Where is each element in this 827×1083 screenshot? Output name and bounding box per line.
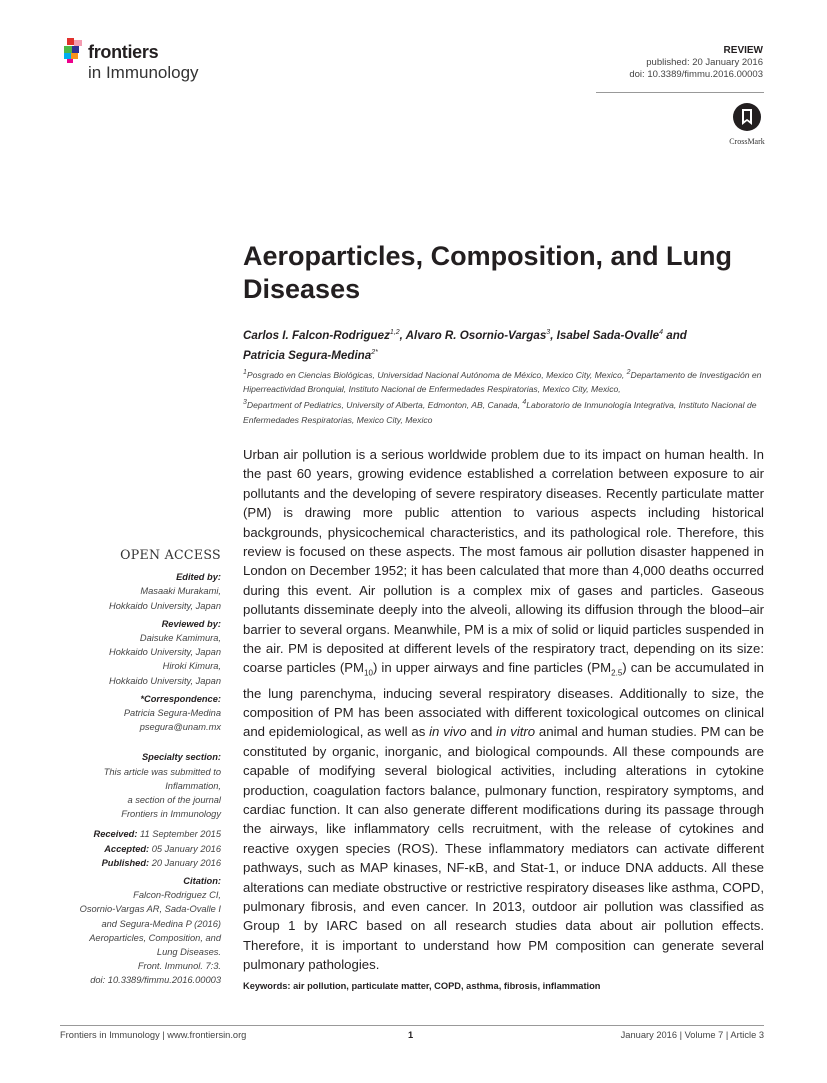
journal-name-line2: in Immunology — [88, 63, 199, 82]
crossmark-badge[interactable] — [722, 102, 772, 146]
editor-name: Masaaki Murakami, — [140, 586, 221, 597]
citation-text: Front. Immunol. 7:3. — [137, 961, 221, 972]
specialty-text: a section of the journal — [127, 795, 221, 806]
author[interactable]: Isabel Sada-Ovalle$^4$ — [556, 328, 664, 342]
accepted-date: Accepted: 05 January 2016 — [104, 843, 221, 854]
article-title: Aeroparticles, Composition, and Lung Diseases — [243, 241, 733, 304]
specialty-label: Specialty section: — [141, 752, 221, 763]
affiliation: Department of Pediatrics, University of Alberta, Edmonton, AB, Canada, — [246, 400, 523, 411]
citation-label: Citation: — [183, 876, 221, 887]
journal-name-line1: frontiers — [88, 42, 159, 62]
citation-text: and Segura-Medina P (2016) — [101, 918, 221, 929]
received-date: Received: 11 September 2015 — [93, 829, 221, 840]
author[interactable]: Alvaro R. Osornio-Vargas$^3$ — [405, 328, 551, 342]
reviewer-affiliation: Hokkaido University, Japan — [109, 647, 221, 658]
affiliation: Departamento de Investigación en Hiperreactividad Bronquial, Instituto Nacional de Enfermedades Respiratorias, Mexico City, Mexico, — [243, 369, 762, 395]
specialty-text: This article was submitted to — [103, 766, 221, 777]
affiliations: $^1$Posgrado en Ciencias Biológicas, Universidad Nacional Autónoma de México, Mexico City, Mexico, $^2$Departamento de Investigación en Hiperreactividad Bronquial, Instituto Nacional de Enfermedades Respiratorias, Mexico City, Mexico, $^3$Department of Pediatrics, University of Alberta, Edmonton, AB, Canada, $^4$Laboratorio de Inmunología Integrativa, Instituto Nacional de Enfermedades Respiratorias, Mexico City, Mexico — [243, 369, 762, 425]
citation-text: Aeroparticles, Composition, and — [89, 932, 221, 943]
citation-text: Lung Diseases. — [156, 947, 221, 958]
edited-by-label: Edited by: — [176, 572, 221, 583]
specialty-text: Frontiers in Immunology — [121, 809, 221, 820]
article-header — [629, 45, 763, 81]
correspondence-label: *Correspondence: — [140, 693, 221, 704]
crossmark-label: CrossMark — [729, 137, 765, 146]
crossmark-icon — [732, 102, 762, 132]
abstract: Urban air pollution is a serious worldwide problem due to its impact on human health. In the past 60 years, growing evidence established a correlation between exposure to air pollutants and the developing of severe respiratory diseases. Recently particulate matter (PM) is drawing more public attention to various aspects including historical backgrounds, physicochemical characteristics, and its pathological role. Therefore, this review is focused on these aspects. The most famous air pollution disaster happened in London on December 1952; it has been calculated that more than 4,000 deaths occurred during this event. Air pollution is a complex mix of gases and particles. Gaseous pollutants disseminate deeply into the alveoli, allowing its diffusion through the blood–air barrier to several organs. Meanwhile, PM is a mix of solid or liquid particles suspended in the air. PM is deposited at different levels of the respiratory tract, depending on its size: coarse particles $(PM_{10})$ in upper airways and fine particles $(PM_{2.5})$ can be accumulated in the lung parenchyma, inducing several respiratory diseases. Additionally to size, the composition of PM has been associated with different toxicological outcomes on clinical and epidemiological, as well as in vivo and in vitro animal and human studies. PM can be constituted by organic, inorganic, and biological compounds. All these compounds are capable of modifying several biological activities, including alterations in cytokine production, coagulation factors balance, pulmonary function, respiratory symptoms, and cardiac function. It can also generate different modifications during its passage through the airways, like inflammatory cells recruitment, with the release of cytokines and reactive oxygen species (ROS). These inflammatory mediators can activate different pathways, such as MAP kinases, NF-κB, and Stat-1, or induce DNA adducts. All these alterations can mediate obstructive or restrictive respiratory diseases like asthma, COPD, pulmonary fibrosis, and even cancer. In 2013, outdoor air pollution was classified as Group 1 by IARC based on all research studies data about air pollution effects. Therefore, it is important to understand how PM composition can generate several pulmonary pathologies. — [243, 447, 764, 973]
specialty-text: Inflammation, — [165, 780, 221, 791]
reviewed-by-label: Reviewed by: — [161, 618, 221, 629]
footer-issue-info: January 2016 | Volume 7 | Article 3 — [620, 1030, 764, 1040]
keywords: Keywords: air pollution, particulate matter, COPD, asthma, fibrosis, inflammation — [243, 981, 601, 991]
correspondence-email[interactable]: psegura@unam.mx — [139, 722, 221, 733]
published-date: published: 20 January 2016 — [646, 57, 763, 68]
author-list: Carlos I. Falcon-Rodriguez$^{1,2}$, Alvaro R. Osornio-Vargas$^3$, Isabel Sada-Ovalle$^4$ and Patricia Segura-Medina$^{2*}$ — [243, 328, 687, 362]
page-number: 1 — [408, 1030, 414, 1040]
affiliation: Posgrado en Ciencias Biológicas, Universidad Nacional Autónoma de México, Mexico City, Mexico, — [246, 369, 627, 380]
article-doi[interactable]: doi: 10.3389/fimmu.2016.00003 — [629, 69, 763, 80]
author[interactable]: Carlos I. Falcon-Rodriguez$^{1,2}$ — [243, 328, 400, 342]
citation-text: Osornio-Vargas AR, Sada-Ovalle I — [79, 904, 221, 915]
correspondence-name: Patricia Segura-Medina — [123, 708, 221, 719]
author[interactable]: Patricia Segura-Medina$^{2*}$ — [243, 348, 378, 362]
reviewer-name: Hiroki Kimura, — [162, 661, 221, 672]
reviewer-name: Daisuke Kamimura, — [139, 633, 221, 644]
published-date-sidebar: Published: 20 January 2016 — [101, 857, 221, 868]
affiliation: Laboratorio de Inmunología Integrativa, Instituto Nacional de Enfermedades Respiratorias, Mexico City, Mexico — [243, 400, 757, 425]
article-info-sidebar — [60, 548, 221, 988]
citation-doi[interactable]: doi: 10.3389/fimmu.2016.00003 — [90, 975, 221, 986]
footer-divider — [60, 1025, 764, 1026]
frontiers-logo-icon — [62, 36, 84, 64]
article-type: REVIEW — [723, 45, 763, 56]
header-divider — [596, 92, 764, 93]
citation-text: Falcon-Rodriguez CI, — [133, 890, 221, 901]
editor-affiliation: Hokkaido University, Japan — [109, 600, 221, 611]
open-access-label: OPEN ACCESS — [120, 547, 221, 562]
reviewer-affiliation: Hokkaido University, Japan — [109, 675, 221, 686]
footer-journal[interactable]: Frontiers in Immunology | www.frontiersin.org — [60, 1030, 247, 1040]
